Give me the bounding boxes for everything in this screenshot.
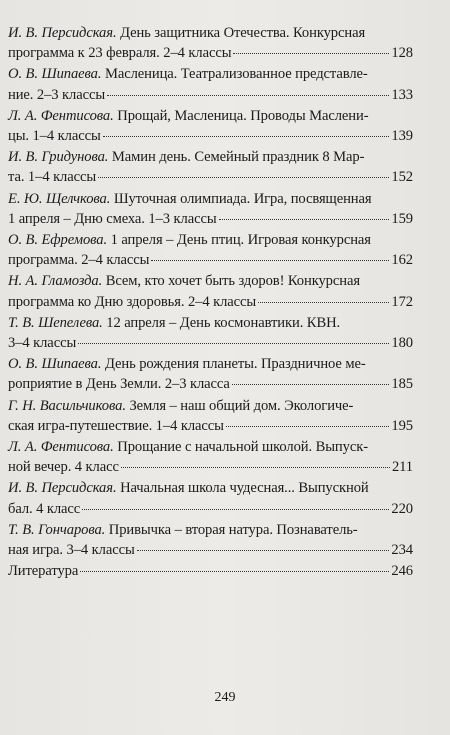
toc-entry-text bbox=[8, 85, 105, 105]
toc-entry-text bbox=[8, 416, 224, 436]
toc-page-number: 220 bbox=[391, 500, 413, 517]
toc-entry-text bbox=[8, 499, 80, 519]
toc-page-number: 211 bbox=[391, 459, 413, 476]
toc-entry-title: роприятие в День Земли. 2–3 класса bbox=[8, 376, 230, 393]
toc-entry-last-line bbox=[8, 457, 413, 477]
toc-entry bbox=[8, 354, 413, 394]
toc-entry-last-line bbox=[8, 85, 413, 105]
toc-entry-line bbox=[8, 106, 413, 126]
toc-entry bbox=[8, 23, 413, 63]
toc-entry-title: 3–4 классы bbox=[8, 335, 77, 352]
toc-entry-line bbox=[8, 64, 413, 84]
toc-entry-title: Шуточная олимпиада. Игра, посвященная bbox=[113, 190, 372, 207]
toc-page-number: 195 bbox=[391, 417, 413, 434]
toc-entry-last-line bbox=[8, 561, 413, 581]
toc-page-number: 139 bbox=[391, 128, 413, 145]
toc-entry-text bbox=[8, 250, 149, 270]
toc-entry-last-line bbox=[8, 292, 413, 312]
toc-entry-last-line bbox=[8, 333, 413, 353]
toc-entry-text bbox=[8, 356, 366, 372]
toc-entry-title: Всем, кто хочет быть здоров! Конкурсная bbox=[105, 273, 360, 290]
toc-entry-title: Земля – наш общий дом. Экологиче- bbox=[129, 397, 354, 414]
toc-page-number: 159 bbox=[391, 210, 413, 227]
toc-entry bbox=[8, 313, 413, 353]
toc-entry-title: Прощание с начальной школой. Выпуск- bbox=[117, 439, 368, 456]
toc-entry bbox=[8, 147, 413, 187]
toc-entry-last-line bbox=[8, 374, 413, 394]
toc-entry bbox=[8, 230, 413, 270]
toc-entry-text bbox=[8, 43, 231, 63]
toc-entry-title: 1 апреля – День птиц. Игровая конкурсная bbox=[110, 232, 371, 249]
dot-leader bbox=[121, 467, 390, 468]
toc-entry-title: Масленица. Театрализованное представле- bbox=[104, 66, 368, 83]
toc-entry-text bbox=[8, 315, 340, 331]
toc-page-number: 133 bbox=[391, 86, 413, 103]
toc-entry-text bbox=[8, 209, 217, 229]
toc-entry-text bbox=[8, 149, 364, 165]
dot-leader bbox=[107, 95, 389, 96]
toc-entry-title: 12 апреля – День космонавтики. КВН. bbox=[106, 314, 341, 331]
toc-entry-author: И. В. Персидская. bbox=[8, 480, 117, 497]
toc-entry-title: День рождения планеты. Праздничное ме- bbox=[104, 356, 366, 373]
dot-leader bbox=[82, 509, 389, 510]
toc-page-number: 128 bbox=[391, 45, 413, 62]
toc-entry-title: День защитника Отечества. Конкурсная bbox=[120, 25, 366, 41]
toc-entry-text bbox=[8, 561, 78, 581]
toc-entry-last-line bbox=[8, 167, 413, 187]
toc-page-number: 152 bbox=[391, 169, 413, 186]
dot-leader bbox=[98, 177, 389, 178]
toc-entry-author: О. В. Шипаева. bbox=[8, 66, 102, 83]
page-number: 249 bbox=[214, 690, 236, 705]
toc-entry-last-line bbox=[8, 209, 413, 229]
toc-entry-title: программа ко Дню здоровья. 2–4 классы bbox=[8, 293, 257, 310]
toc-entry-author: Т. В. Гончарова. bbox=[8, 521, 106, 538]
dot-leader bbox=[226, 426, 390, 427]
toc-entry-line bbox=[8, 396, 413, 416]
toc-entry-line bbox=[8, 520, 413, 540]
dot-leader bbox=[219, 219, 390, 220]
dot-leader bbox=[233, 53, 389, 54]
toc-entry-last-line bbox=[8, 126, 413, 146]
toc-entry-author: И. В. Персидская. bbox=[8, 25, 117, 41]
toc-entry-text bbox=[8, 167, 96, 187]
toc-entry bbox=[8, 561, 413, 581]
toc-entry-text bbox=[8, 398, 353, 414]
toc-entry-text bbox=[8, 480, 369, 496]
toc-entry-author: Н. А. Гламозда. bbox=[8, 273, 103, 290]
toc-entry-author: Е. Ю. Щелчкова. bbox=[8, 190, 111, 207]
toc-entry-title: та. 1–4 классы bbox=[8, 169, 97, 186]
toc-entry-text bbox=[8, 292, 256, 312]
toc-entry bbox=[8, 189, 413, 229]
toc-entry-line bbox=[8, 23, 413, 43]
toc-entry-author: О. В. Ефремова. bbox=[8, 232, 108, 249]
toc-entry-text bbox=[8, 191, 371, 207]
dot-leader bbox=[232, 384, 390, 385]
toc-entry-line bbox=[8, 354, 413, 374]
toc-entry-line bbox=[8, 313, 413, 333]
toc-entry-title: цы. 1–4 классы bbox=[8, 128, 101, 145]
toc-entry-author: Л. А. Фентисова. bbox=[8, 439, 114, 456]
toc-entry-last-line bbox=[8, 43, 413, 63]
toc-entry-title: программа. 2–4 классы bbox=[8, 252, 150, 269]
toc-entry-last-line bbox=[8, 250, 413, 270]
toc-entry-title: ная игра. 3–4 классы bbox=[8, 542, 135, 559]
toc-entry-line bbox=[8, 189, 413, 209]
toc-entry-title: Литература bbox=[8, 563, 79, 580]
toc-entry-text bbox=[8, 522, 358, 538]
toc-entry-text bbox=[8, 108, 368, 124]
toc-entry-last-line bbox=[8, 540, 413, 560]
toc-entry-line bbox=[8, 271, 413, 291]
dot-leader bbox=[258, 302, 389, 303]
dot-leader bbox=[80, 571, 389, 572]
toc-entry-line bbox=[8, 147, 413, 167]
toc-entry-line bbox=[8, 437, 413, 457]
toc-entry-author: О. В. Шипаева. bbox=[8, 356, 102, 373]
toc-entry bbox=[8, 64, 413, 104]
toc-entry-text bbox=[8, 232, 371, 248]
toc-page-number: 246 bbox=[391, 563, 413, 580]
toc-entry-text bbox=[8, 66, 368, 82]
dot-leader bbox=[78, 343, 389, 344]
toc-entry-text bbox=[8, 273, 360, 289]
toc-entry bbox=[8, 437, 413, 477]
toc-entry-text bbox=[8, 333, 76, 353]
toc-entry-last-line bbox=[8, 499, 413, 519]
toc-entry-title: Мамин день. Семейный праздник 8 Мар- bbox=[111, 149, 365, 166]
toc-entry-title: бал. 4 класс bbox=[8, 500, 81, 517]
toc-entry-line bbox=[8, 230, 413, 250]
toc-entry bbox=[8, 520, 413, 560]
toc-page-number: 234 bbox=[391, 542, 413, 559]
toc-entry-title: Начальная школа чудесная... Выпускной bbox=[120, 480, 369, 497]
toc-entry-title: Привычка – вторая натура. Познаватель- bbox=[108, 521, 358, 538]
dot-leader bbox=[103, 136, 390, 137]
toc-entry-text bbox=[8, 374, 230, 394]
toc-entry-title: 1 апреля – Дню смеха. 1–3 классы bbox=[8, 210, 217, 227]
dot-leader bbox=[137, 550, 390, 551]
toc-page-number: 162 bbox=[391, 252, 413, 269]
toc-entry-title: ская игра-путешествие. 1–4 классы bbox=[8, 417, 224, 434]
table-of-contents bbox=[8, 23, 413, 582]
toc-entry bbox=[8, 478, 413, 518]
toc-entry-text bbox=[8, 457, 119, 477]
toc-entry-text bbox=[8, 126, 101, 146]
toc-entry-title: программа к 23 февраля. 2–4 классы bbox=[8, 45, 232, 62]
toc-entry-text bbox=[8, 439, 368, 455]
dot-leader bbox=[151, 260, 389, 261]
toc-entry-author: Т. В. Шепелева. bbox=[8, 314, 103, 331]
toc-entry-title: Прощай, Масленица. Проводы Маслени- bbox=[117, 107, 369, 124]
toc-entry bbox=[8, 106, 413, 146]
toc-entry bbox=[8, 271, 413, 311]
toc-entry-text bbox=[8, 25, 365, 41]
toc-entry-author: И. В. Гридунова. bbox=[8, 149, 109, 166]
toc-page-number: 185 bbox=[391, 376, 413, 393]
toc-entry-author: Г. Н. Васильчикова. bbox=[8, 397, 126, 414]
toc-entry-title: ной вечер. 4 класс bbox=[8, 459, 119, 476]
toc-page-number: 172 bbox=[391, 293, 413, 310]
toc-entry bbox=[8, 396, 413, 436]
toc-entry-line bbox=[8, 478, 413, 498]
toc-entry-author: Л. А. Фентисова. bbox=[8, 107, 114, 124]
toc-page-number: 180 bbox=[391, 335, 413, 352]
toc-entry-last-line bbox=[8, 416, 413, 436]
toc-entry-title: ние. 2–3 классы bbox=[8, 86, 106, 103]
toc-entry-text bbox=[8, 540, 135, 560]
